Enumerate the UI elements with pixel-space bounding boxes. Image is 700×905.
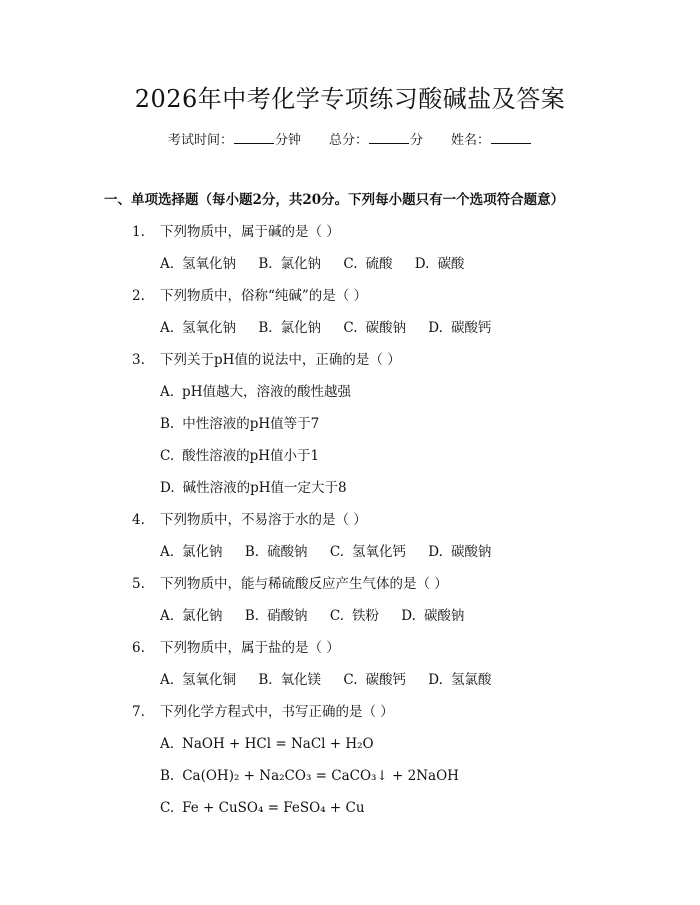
option-c (343, 670, 406, 690)
option-text: 硝酸钠 (267, 608, 308, 624)
question-text: 下列关于pH值的说法中，正确的是（ ） (160, 352, 401, 368)
question-3-option-b (160, 414, 319, 434)
exam-time-unit: 分钟 (274, 133, 301, 148)
option-c (330, 606, 379, 626)
option-letter: D. (401, 608, 416, 624)
option-letter: C. (343, 256, 358, 272)
option-letter: C. (343, 672, 358, 688)
option-b (245, 606, 308, 626)
option-letter: B. (244, 544, 260, 560)
option-letter: A. (160, 384, 175, 400)
question-number: 4. (132, 512, 145, 528)
page-title: 2026年中考化学专项练习酸碱盐及答案 (134, 85, 566, 113)
option-text: 氢氧化铜 (182, 672, 237, 688)
option-letter: A. (160, 256, 175, 272)
question-2-options (160, 318, 509, 338)
option-text: 碱性溶液的pH值一定大于8 (182, 480, 347, 496)
exam-time-blank (234, 130, 274, 144)
question-6-options (160, 670, 509, 690)
exam-info-bar (0, 130, 700, 151)
question-3-option-d (160, 478, 347, 498)
option-c (343, 318, 406, 338)
option-letter: B. (244, 608, 260, 624)
question-7-option-b (160, 766, 459, 786)
question-1-options (160, 254, 482, 274)
option-text: 酸性溶液的pH值小于1 (182, 448, 320, 464)
option-b (258, 254, 321, 274)
option-text: 中性溶液的pH值等于7 (182, 416, 320, 432)
question-4-options (160, 542, 509, 562)
option-text: pH值越大，溶液的酸性越强 (182, 384, 351, 400)
option-letter: A. (160, 736, 175, 752)
option-a (160, 606, 223, 626)
option-a (160, 318, 236, 338)
option-letter: D. (428, 672, 443, 688)
option-d (428, 670, 491, 690)
option-equation: NaOH + HCl = NaCl + H₂O (182, 736, 374, 752)
question-text: 下列物质中，能与稀硫酸反应产生气体的是（ ） (160, 576, 448, 592)
option-text: 氯化钠 (182, 544, 223, 560)
option-equation: Ca(OH)₂ + Na₂CO₃ = CaCO₃↓ + 2NaOH (182, 768, 459, 784)
option-letter: A. (160, 544, 175, 560)
question-7-option-a (160, 734, 374, 754)
question-number: 7. (132, 704, 145, 720)
option-text: 碳酸 (437, 256, 465, 272)
option-letter: B. (258, 320, 273, 336)
question-text: 下列化学方程式中，书写正确的是（ ） (160, 704, 394, 720)
option-text: 氯化钠 (182, 608, 223, 624)
question-7-option-c (160, 798, 365, 818)
total-score-field (329, 130, 423, 151)
option-a (160, 670, 236, 690)
question-5-options (160, 606, 482, 626)
option-letter: B. (258, 256, 273, 272)
section-title: 一、单项选择题（每小题2分，共20分。下列每小题只有一个选项符合题意） (104, 192, 565, 208)
option-c (330, 542, 406, 562)
option-text: 氢氧化钠 (182, 320, 237, 336)
option-text: 碳酸钠 (423, 608, 465, 624)
total-score-unit: 分 (410, 133, 424, 148)
option-text: 铁粉 (352, 608, 379, 624)
option-letter: B. (160, 416, 175, 432)
student-name-label: 姓名： (451, 133, 491, 148)
question-number: 1. (132, 224, 145, 240)
option-letter: C. (343, 320, 358, 336)
option-text: 氢氯酸 (450, 672, 492, 688)
option-b (245, 542, 308, 562)
option-a (160, 254, 236, 274)
option-letter: C. (329, 544, 344, 560)
question-3-option-a (160, 382, 351, 402)
option-letter: C. (329, 608, 344, 624)
option-text: 硫酸钠 (267, 544, 308, 560)
total-score-label: 总分： (328, 133, 368, 148)
option-letter: A. (160, 672, 175, 688)
question-text: 下列物质中，属于盐的是（ ） (160, 640, 340, 656)
option-text: 硫酸 (365, 256, 393, 272)
option-text: 氯化钠 (280, 320, 322, 336)
student-name-blank (491, 130, 531, 144)
option-text: 氢氧化钙 (352, 544, 406, 560)
option-text: 碳酸钙 (365, 672, 406, 688)
option-c (343, 254, 392, 274)
option-text: 碳酸钙 (450, 320, 492, 336)
question-text: 下列物质中，属于碱的是（ ） (160, 224, 340, 240)
option-text: 碳酸钠 (365, 320, 406, 336)
option-letter: C. (160, 448, 175, 464)
option-text: 氢氧化钠 (182, 256, 237, 272)
option-b (258, 318, 321, 338)
question-number: 6. (132, 640, 145, 656)
question-text: 下列物质中，不易溶于水的是（ ） (160, 512, 367, 528)
option-letter: D. (428, 544, 443, 560)
option-a (160, 542, 223, 562)
option-text: 氧化镁 (280, 672, 322, 688)
total-score-blank (369, 130, 409, 144)
option-letter: D. (428, 320, 443, 336)
student-name-field (451, 130, 532, 151)
option-d (415, 254, 465, 274)
exam-time-label: 考试时间： (167, 133, 233, 148)
question-number: 3. (132, 352, 145, 368)
option-text: 氯化钠 (280, 256, 322, 272)
option-letter: A. (160, 608, 175, 624)
option-d (428, 318, 491, 338)
option-letter: D. (160, 480, 175, 496)
option-equation: Fe + CuSO₄ = FeSO₄ + Cu (182, 800, 365, 816)
option-letter: C. (160, 800, 175, 816)
option-letter: D. (414, 256, 430, 272)
question-text: 下列物质中，俗称“纯碱”的是（ ） (160, 288, 368, 304)
exam-time-field (168, 130, 301, 151)
question-3-option-c (160, 446, 319, 466)
question-number: 5. (132, 576, 145, 592)
option-letter: A. (160, 320, 175, 336)
option-text: 碳酸钠 (450, 544, 492, 560)
option-b (258, 670, 321, 690)
option-d (401, 606, 464, 626)
option-letter: B. (258, 672, 273, 688)
option-letter: B. (160, 768, 175, 784)
option-d (428, 542, 491, 562)
question-number: 2. (132, 288, 145, 304)
